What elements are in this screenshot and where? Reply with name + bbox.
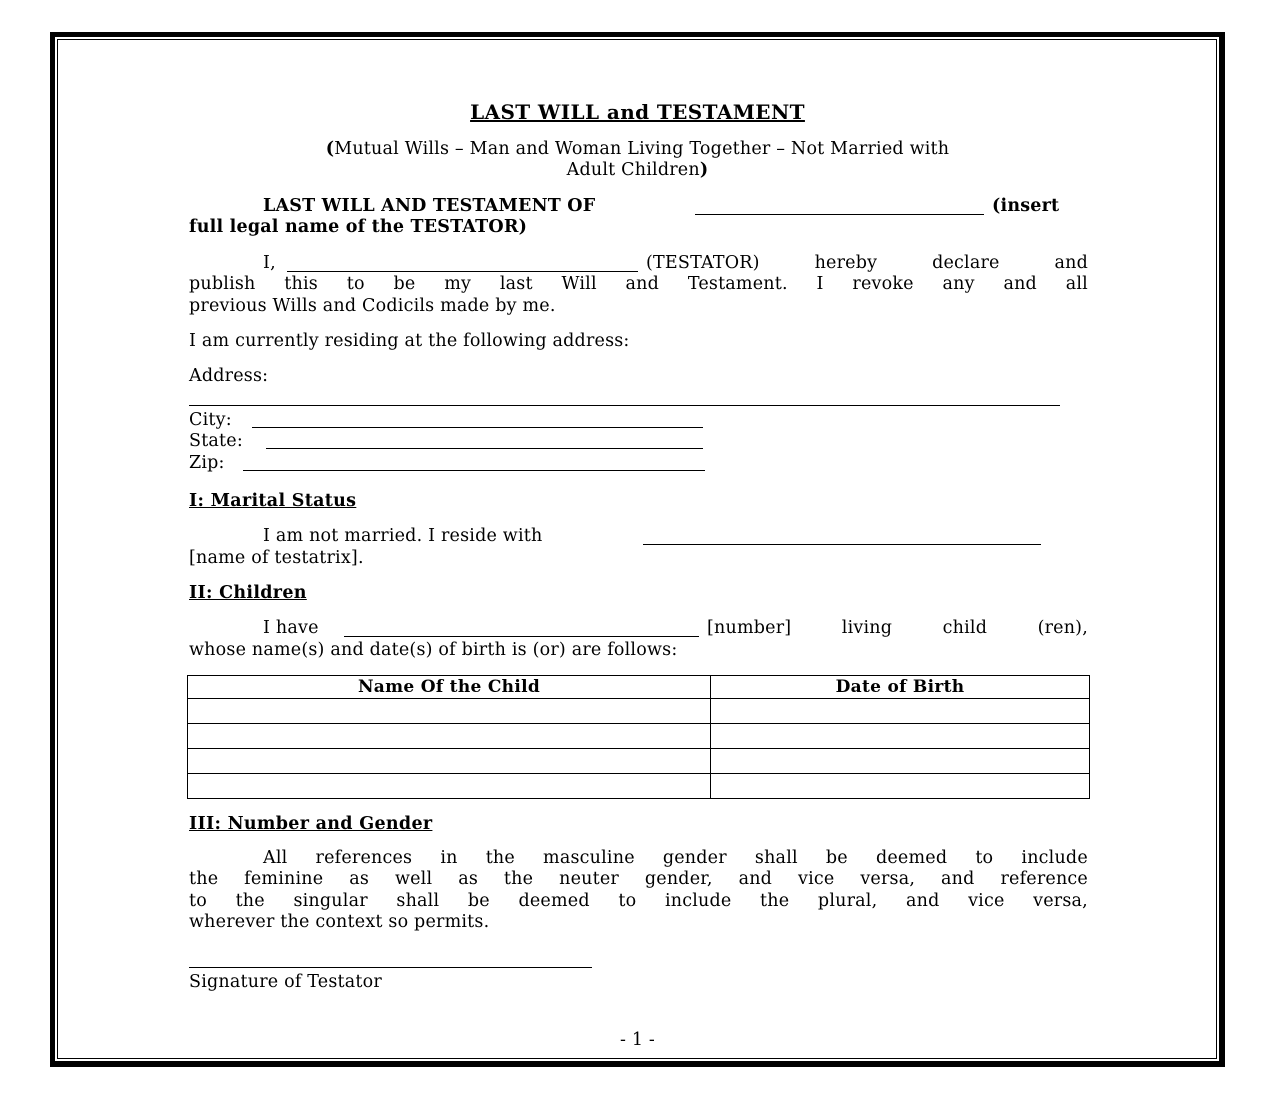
table-row [188,699,1090,724]
child-name-cell[interactable] [188,724,711,749]
table-header-row [188,676,1090,699]
gender-word: the [760,891,790,911]
intro-word: this [284,274,318,294]
marital-status-line2: [name of testatrix]. [189,548,364,568]
gender-word: to [189,891,207,911]
gender-word: include [1021,848,1088,868]
residence-statement: I am currently residing at the following address: [189,331,630,351]
gender-word: be [825,848,848,868]
gender-word: as [349,869,370,889]
gender-word: in [440,848,458,868]
gender-word: versa, [1033,891,1088,911]
zip-field[interactable] [243,470,705,471]
gender-word: the [189,869,219,889]
gender-line1 [263,848,1088,868]
intro-i: I, [263,253,276,273]
child-name-cell[interactable] [188,699,711,724]
gender-word: the [503,869,534,889]
intro-word: hereby [814,253,878,273]
intro-word: and [1003,274,1037,294]
date-of-birth-cell[interactable] [711,749,1090,774]
gender-line3 [189,891,1088,911]
intro-word: declare [932,253,1000,273]
declaration-insert-note: (insert [992,196,1060,216]
gender-word: shall [754,848,798,868]
gender-word: deemed [875,848,948,868]
table-row [188,724,1090,749]
address-label: Address: [189,366,269,386]
city-field[interactable] [252,427,703,428]
testatrix-name-field[interactable] [643,544,1041,545]
children-i-have: I have [263,618,319,638]
gender-word: as [458,869,479,889]
gender-word: well [394,869,433,889]
children-word: (ren), [1037,618,1088,638]
gender-word: plural, [817,891,878,911]
intro-word: all [1065,274,1088,294]
declaration-line2: full legal name of the TESTATOR) [189,217,528,237]
gender-word: neuter [559,869,619,889]
state-label: State: [189,431,243,451]
gender-word: gender [662,848,727,868]
gender-word: references [315,848,413,868]
table-row [188,749,1090,774]
city-label: City: [189,410,232,430]
intro-word: and [625,274,660,294]
children-line2: whose name(s) and date(s) of birth is (or) are follows: [189,640,678,660]
intro-word: and [1054,253,1088,273]
table-row [188,774,1090,799]
intro-word: revoke [852,274,914,294]
column-header-date-of-birth: Date of Birth [711,676,1090,699]
date-of-birth-cell[interactable] [711,724,1090,749]
section-heading-number-gender: III: Number and Gender [189,814,433,834]
gender-word: All [263,848,288,868]
section-heading-children: II: Children [189,583,307,603]
child-name-cell[interactable] [188,774,711,799]
gender-word: shall [396,891,440,911]
gender-word: reference [1000,869,1088,889]
gender-word: singular [293,891,368,911]
signature-field[interactable] [189,967,592,968]
gender-word: and [905,891,940,911]
intro-line1-words [646,253,1088,273]
intro-word: (TESTATOR) [646,253,760,273]
gender-word: and [738,869,773,889]
testator-full-name-field[interactable] [287,271,638,272]
children-word: living [841,618,893,638]
gender-line2 [189,869,1088,889]
intro-word: my [444,274,472,294]
gender-word: and [941,869,975,889]
gender-word: masculine [543,848,635,868]
children-line1-words [707,618,1088,638]
date-of-birth-cell[interactable] [711,774,1090,799]
intro-word: last [499,274,533,294]
children-word: [number] [707,618,792,638]
intro-line2-words [189,274,1088,294]
intro-word: Testament. [687,274,788,294]
intro-word: publish [189,274,256,294]
intro-word: to [346,274,365,294]
intro-word: any [942,274,975,294]
gender-word: to [618,891,637,911]
gender-word: vice [797,869,835,889]
declaration-lead: LAST WILL AND TESTAMENT OF [263,196,596,216]
intro-word: be [393,274,416,294]
intro-word: Will [561,274,597,294]
testator-name-field[interactable] [695,214,984,215]
page-number: - 1 - [619,1030,656,1050]
document-subtitle-line1: (Mutual Wills – Man and Woman Living Together – Not Married with [325,139,950,159]
gender-word: be [467,891,490,911]
children-table [187,675,1090,799]
gender-word: deemed [518,891,590,911]
children-word: child [942,618,988,638]
intro-word: I [816,274,824,294]
document-subtitle-line2: Adult Children) [566,160,709,180]
gender-word: feminine [244,869,324,889]
gender-word: the [235,891,265,911]
section-heading-marital-status: I: Marital Status [189,491,357,511]
gender-word: to [975,848,994,868]
gender-word: the [485,848,515,868]
marital-status-text: I am not married. I reside with [263,526,543,546]
gender-word: versa, [860,869,916,889]
signature-label: Signature of Testator [189,972,382,992]
date-of-birth-cell[interactable] [711,699,1090,724]
children-number-field[interactable] [344,636,699,637]
zip-label: Zip: [189,453,225,473]
gender-word: vice [968,891,1005,911]
gender-word: include [664,891,732,911]
column-header-child-name: Name Of the Child [188,676,711,699]
child-name-cell[interactable] [188,749,711,774]
address-field[interactable] [189,405,1060,406]
gender-line4: wherever the context so permits. [189,912,490,932]
intro-line3: previous Wills and Codicils made by me. [189,296,556,316]
state-field[interactable] [266,448,703,449]
gender-word: gender, [644,869,713,889]
document-title: LAST WILL and TESTAMENT [470,100,805,124]
